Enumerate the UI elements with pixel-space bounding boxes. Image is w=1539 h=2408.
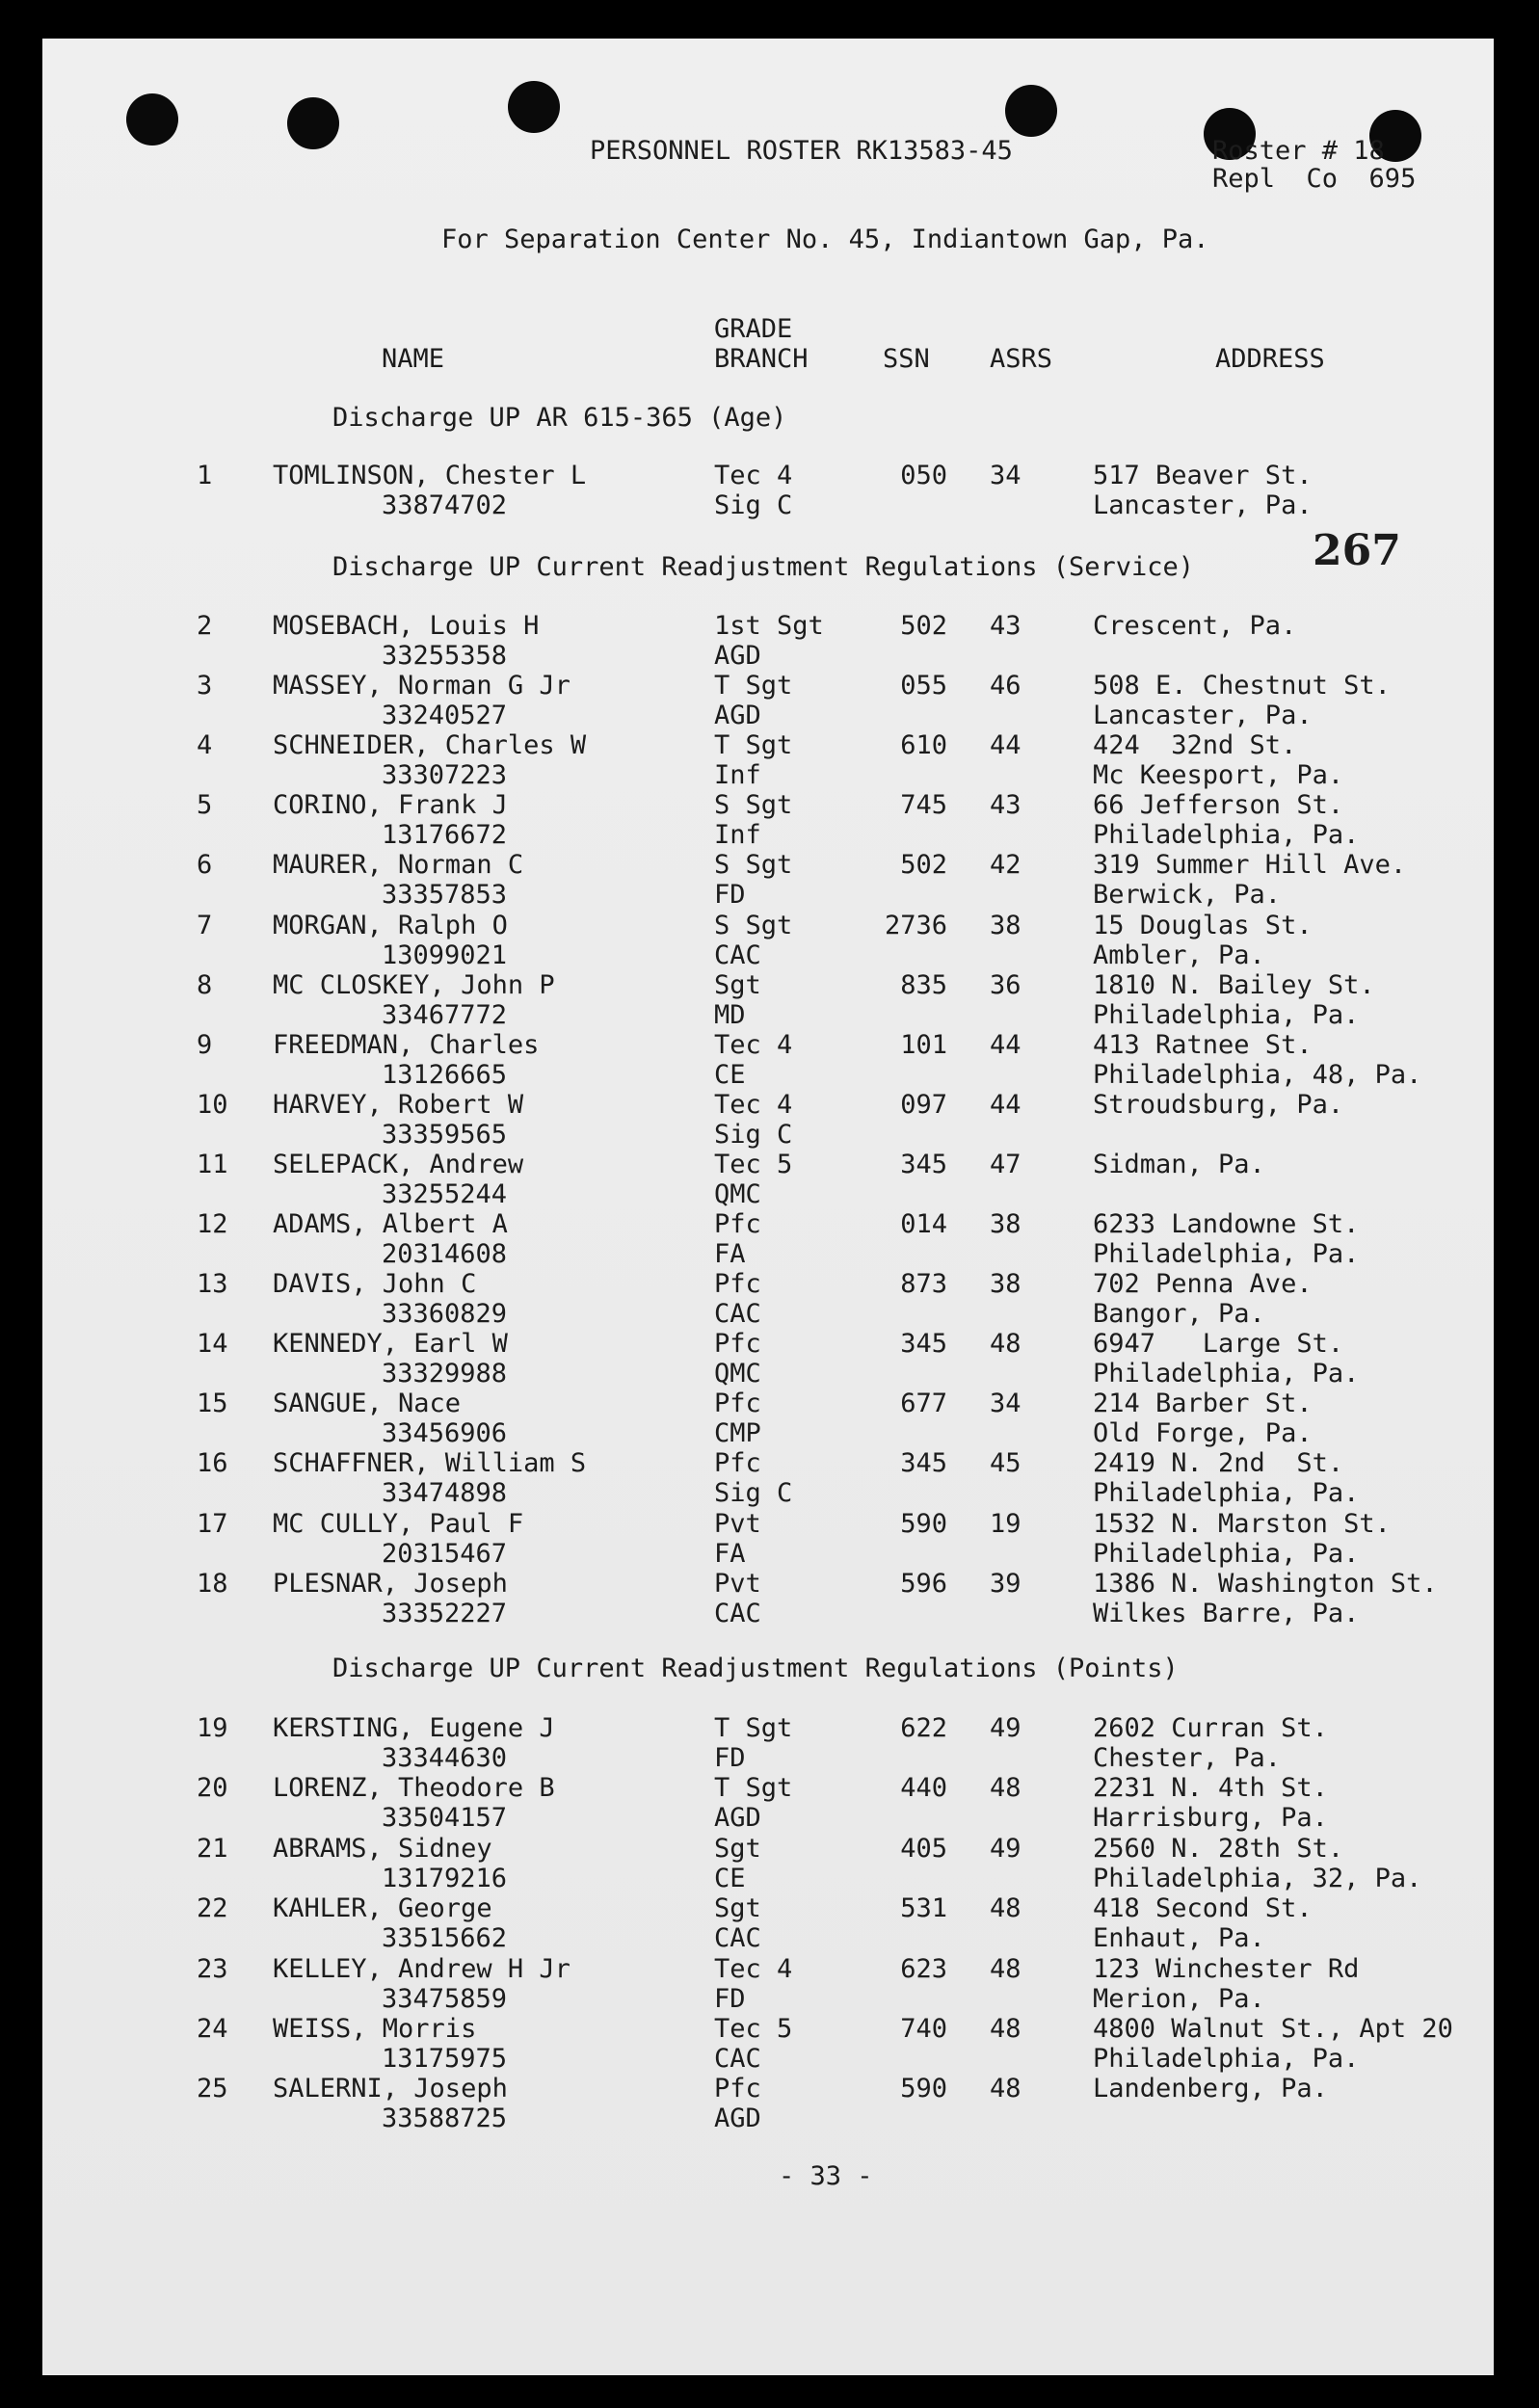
branch: CE bbox=[714, 1863, 746, 1893]
address-line-2: Lancaster, Pa. bbox=[1093, 701, 1313, 731]
roster-row bbox=[0, 1773, 1539, 1835]
army-serial-number: 33504157 bbox=[382, 1803, 508, 1834]
address-line-1: 214 Barber St. bbox=[1093, 1389, 1313, 1419]
ssn-code: 405 bbox=[900, 1833, 947, 1864]
roster-row bbox=[0, 1834, 1539, 1895]
address-line-2: Chester, Pa. bbox=[1093, 1743, 1282, 1773]
address-line-2: Philadelphia, Pa. bbox=[1093, 1359, 1360, 1389]
address-line-1: 6233 Landowne St. bbox=[1093, 1209, 1360, 1239]
asrs-score: 48 bbox=[990, 1773, 1022, 1804]
army-serial-number: 33467772 bbox=[382, 999, 508, 1030]
roster-title: PERSONNEL ROSTER RK13583-45 bbox=[590, 136, 1013, 166]
army-serial-number: 33357853 bbox=[382, 880, 508, 911]
address-line-2: Philadelphia, Pa. bbox=[1093, 820, 1360, 851]
asrs-score: 48 bbox=[990, 2014, 1022, 2044]
asrs-score: 44 bbox=[990, 730, 1022, 761]
roster-row bbox=[0, 1893, 1539, 1955]
asrs-score: 42 bbox=[990, 850, 1022, 881]
entry-number: 21 bbox=[197, 1833, 228, 1864]
grade: Pfc bbox=[714, 1329, 761, 1360]
address-line-2: Philadelphia, 32, Pa. bbox=[1093, 1863, 1422, 1893]
ssn-code: 740 bbox=[900, 2014, 947, 2044]
entry-number: 22 bbox=[197, 1893, 228, 1924]
asrs-score: 44 bbox=[990, 1089, 1022, 1120]
roster-row bbox=[0, 1713, 1539, 1775]
ssn-code: 345 bbox=[900, 1448, 947, 1479]
grade: Pfc bbox=[714, 2074, 761, 2104]
soldier-name: CORINO, Frank J bbox=[273, 790, 508, 821]
address-line-1: 123 Winchester Rd bbox=[1093, 1953, 1360, 1984]
grade: Sgt bbox=[714, 1833, 761, 1864]
asrs-score: 49 bbox=[990, 1713, 1022, 1743]
army-serial-number: 33360829 bbox=[382, 1299, 508, 1330]
army-serial-number: 33588725 bbox=[382, 2104, 508, 2134]
address-line-1: 702 Penna Ave. bbox=[1093, 1269, 1313, 1300]
asrs-score: 39 bbox=[990, 1568, 1022, 1599]
grade: T Sgt bbox=[714, 730, 793, 761]
army-serial-number: 33359565 bbox=[382, 1119, 508, 1150]
punch-hole bbox=[287, 97, 339, 149]
address-line-1: 2419 N. 2nd St. bbox=[1093, 1448, 1344, 1479]
grade: Tec 4 bbox=[714, 461, 793, 490]
soldier-name: PLESNAR, Joseph bbox=[273, 1568, 508, 1599]
grade: Tec 4 bbox=[714, 1089, 793, 1120]
roster-row bbox=[0, 1209, 1539, 1271]
asrs-score: 48 bbox=[990, 1893, 1022, 1924]
soldier-name: LORENZ, Theodore B bbox=[273, 1773, 555, 1804]
page-number: - 33 - bbox=[779, 2161, 873, 2191]
army-serial-number: 33474898 bbox=[382, 1478, 508, 1509]
entry-number: 25 bbox=[197, 2074, 228, 2104]
branch: CMP bbox=[714, 1418, 761, 1449]
army-serial-number: 33344630 bbox=[382, 1743, 508, 1773]
punch-hole bbox=[126, 93, 178, 146]
entry-number: 1 bbox=[197, 461, 213, 490]
soldier-name: SANGUE, Nace bbox=[273, 1389, 462, 1419]
address-line-1: Landenberg, Pa. bbox=[1093, 2074, 1328, 2104]
army-serial-number: 13179216 bbox=[382, 1863, 508, 1893]
punch-hole bbox=[1005, 85, 1057, 137]
soldier-name: KERSTING, Eugene J bbox=[273, 1713, 555, 1743]
roster-row bbox=[0, 730, 1539, 792]
branch: Inf bbox=[714, 760, 761, 791]
address-line-2: Philadelphia, Pa. bbox=[1093, 2044, 1360, 2074]
entry-number: 18 bbox=[197, 1568, 228, 1599]
address-line-2: Bangor, Pa. bbox=[1093, 1299, 1265, 1330]
grade: S Sgt bbox=[714, 790, 793, 821]
grade: S Sgt bbox=[714, 850, 793, 881]
page-stamp-number: 267 bbox=[1313, 526, 1401, 575]
ssn-code: 590 bbox=[900, 1508, 947, 1539]
grade: Pfc bbox=[714, 1448, 761, 1479]
address-line-1: 413 Ratnee St. bbox=[1093, 1029, 1313, 1060]
asrs-score: 49 bbox=[990, 1833, 1022, 1864]
entry-number: 10 bbox=[197, 1089, 228, 1120]
roster-row bbox=[0, 1509, 1539, 1571]
ssn-code: 610 bbox=[900, 730, 947, 761]
ssn-code: 101 bbox=[900, 1029, 947, 1060]
entry-number: 16 bbox=[197, 1448, 228, 1479]
replacement-company: Repl Co 695 bbox=[1212, 164, 1417, 194]
soldier-name: ADAMS, Albert A bbox=[273, 1209, 508, 1239]
army-serial-number: 20314608 bbox=[382, 1239, 508, 1269]
soldier-name: DAVIS, John C bbox=[273, 1269, 477, 1300]
soldier-name: MOSEBACH, Louis H bbox=[273, 611, 540, 641]
asrs-score: 44 bbox=[990, 1029, 1022, 1060]
asrs-score: 19 bbox=[990, 1508, 1022, 1539]
address-line-1: 2231 N. 4th St. bbox=[1093, 1773, 1328, 1804]
address-line-2: Philadelphia, 48, Pa. bbox=[1093, 1059, 1422, 1090]
asrs-score: 43 bbox=[990, 790, 1022, 821]
soldier-name: KELLEY, Andrew H Jr bbox=[273, 1953, 570, 1984]
address-line-1: 6947 Large St. bbox=[1093, 1329, 1344, 1360]
army-serial-number: 33874702 bbox=[382, 490, 508, 520]
branch: FA bbox=[714, 1239, 746, 1269]
address-line-1: 319 Summer Hill Ave. bbox=[1093, 850, 1407, 881]
address-line-1: 66 Jefferson St. bbox=[1093, 790, 1344, 821]
entry-number: 14 bbox=[197, 1329, 228, 1360]
address-line-2: Philadelphia, Pa. bbox=[1093, 999, 1360, 1030]
grade: Pfc bbox=[714, 1269, 761, 1300]
grade: Tec 5 bbox=[714, 1149, 793, 1179]
roster-row bbox=[0, 1569, 1539, 1630]
entry-number: 15 bbox=[197, 1389, 228, 1419]
grade: Tec 4 bbox=[714, 1953, 793, 1984]
address-line-2: Merion, Pa. bbox=[1093, 1983, 1265, 2014]
grade: Tec 5 bbox=[714, 2014, 793, 2044]
soldier-name: KENNEDY, Earl W bbox=[273, 1329, 508, 1360]
branch: AGD bbox=[714, 1803, 761, 1834]
grade: T Sgt bbox=[714, 1773, 793, 1804]
roster-number: Roster # 18 bbox=[1212, 136, 1385, 166]
branch: CAC bbox=[714, 1923, 761, 1954]
entry-number: 19 bbox=[197, 1713, 228, 1743]
ssn-code: 2736 bbox=[884, 910, 947, 940]
entry-number: 5 bbox=[197, 790, 213, 821]
ssn-code: 097 bbox=[900, 1089, 947, 1120]
soldier-name: SCHNEIDER, Charles W bbox=[273, 730, 587, 761]
entry-number: 17 bbox=[197, 1508, 228, 1539]
branch: AGD bbox=[714, 2104, 761, 2134]
ssn-code: 050 bbox=[900, 461, 947, 490]
branch: QMC bbox=[714, 1178, 761, 1209]
asrs-score: 38 bbox=[990, 1209, 1022, 1239]
ssn-code: 345 bbox=[900, 1329, 947, 1360]
roster-row bbox=[0, 1389, 1539, 1450]
address-line-1: Crescent, Pa. bbox=[1093, 611, 1297, 641]
punch-hole bbox=[508, 81, 560, 133]
soldier-name: SELEPACK, Andrew bbox=[273, 1149, 524, 1179]
grade: Sgt bbox=[714, 1893, 761, 1924]
column-header-address: ADDRESS bbox=[1215, 344, 1325, 374]
address-line-1: 1386 N. Washington St. bbox=[1093, 1568, 1438, 1599]
roster-subtitle: For Separation Center No. 45, Indiantown Gap, Pa. bbox=[441, 225, 1209, 254]
address-line-2: Philadelphia, Pa. bbox=[1093, 1478, 1360, 1509]
grade: Sgt bbox=[714, 969, 761, 1000]
column-header-name: NAME bbox=[382, 344, 445, 374]
army-serial-number: 33352227 bbox=[382, 1598, 508, 1628]
ssn-code: 502 bbox=[900, 850, 947, 881]
army-serial-number: 33515662 bbox=[382, 1923, 508, 1954]
army-serial-number: 33329988 bbox=[382, 1359, 508, 1389]
address-line-2: Wilkes Barre, Pa. bbox=[1093, 1598, 1360, 1628]
asrs-score: 43 bbox=[990, 611, 1022, 641]
entry-number: 3 bbox=[197, 671, 213, 701]
soldier-name: SCHAFFNER, William S bbox=[273, 1448, 587, 1479]
ssn-code: 835 bbox=[900, 969, 947, 1000]
soldier-name: MC CLOSKEY, John P bbox=[273, 969, 555, 1000]
entry-number: 20 bbox=[197, 1773, 228, 1804]
asrs-score: 48 bbox=[990, 1329, 1022, 1360]
army-serial-number: 33456906 bbox=[382, 1418, 508, 1449]
ssn-code: 745 bbox=[900, 790, 947, 821]
asrs-score: 48 bbox=[990, 1953, 1022, 1984]
roster-row bbox=[0, 850, 1539, 912]
entry-number: 11 bbox=[197, 1149, 228, 1179]
army-serial-number: 33255358 bbox=[382, 641, 508, 671]
soldier-name: TOMLINSON, Chester L bbox=[273, 461, 587, 490]
roster-row bbox=[0, 970, 1539, 1032]
soldier-name: MC CULLY, Paul F bbox=[273, 1508, 524, 1539]
army-serial-number: 13099021 bbox=[382, 939, 508, 970]
soldier-name: WEISS, Morris bbox=[273, 2014, 477, 2044]
grade: Pfc bbox=[714, 1389, 761, 1419]
branch: AGD bbox=[714, 641, 761, 671]
ssn-code: 873 bbox=[900, 1269, 947, 1300]
soldier-name: MASSEY, Norman G Jr bbox=[273, 671, 570, 701]
branch: FD bbox=[714, 1983, 746, 2014]
branch: CAC bbox=[714, 2044, 761, 2074]
roster-row bbox=[0, 1090, 1539, 1151]
asrs-score: 34 bbox=[990, 461, 1022, 490]
branch: FD bbox=[714, 880, 746, 911]
section-heading: Discharge UP Current Readjustment Regulations (Points) bbox=[332, 1654, 1179, 1683]
address-line-2: Ambler, Pa. bbox=[1093, 939, 1265, 970]
asrs-score: 38 bbox=[990, 910, 1022, 940]
ssn-code: 502 bbox=[900, 611, 947, 641]
soldier-name: MAURER, Norman C bbox=[273, 850, 524, 881]
address-line-2: Philadelphia, Pa. bbox=[1093, 1538, 1360, 1569]
entry-number: 2 bbox=[197, 611, 213, 641]
branch: MD bbox=[714, 999, 746, 1030]
address-line-1: Sidman, Pa. bbox=[1093, 1149, 1265, 1179]
address-line-1: 1810 N. Bailey St. bbox=[1093, 969, 1375, 1000]
address-line-1: 517 Beaver St. bbox=[1093, 461, 1313, 490]
army-serial-number: 33307223 bbox=[382, 760, 508, 791]
army-serial-number: 33255244 bbox=[382, 1178, 508, 1209]
branch: FA bbox=[714, 1538, 746, 1569]
entry-number: 4 bbox=[197, 730, 213, 761]
entry-number: 7 bbox=[197, 910, 213, 940]
ssn-code: 440 bbox=[900, 1773, 947, 1804]
ssn-code: 623 bbox=[900, 1953, 947, 1984]
column-header-grade: GRADE bbox=[714, 314, 793, 344]
branch: Sig C bbox=[714, 490, 793, 520]
ssn-code: 596 bbox=[900, 1568, 947, 1599]
army-serial-number: 33475859 bbox=[382, 1983, 508, 2014]
entry-number: 13 bbox=[197, 1269, 228, 1300]
section-heading: Discharge UP AR 615-365 (Age) bbox=[332, 403, 787, 433]
column-header-branch: BRANCH bbox=[714, 344, 809, 374]
section-heading: Discharge UP Current Readjustment Regulations (Service) bbox=[332, 552, 1195, 582]
branch: FD bbox=[714, 1743, 746, 1773]
ssn-code: 677 bbox=[900, 1389, 947, 1419]
branch: Sig C bbox=[714, 1478, 793, 1509]
grade: Pfc bbox=[714, 1209, 761, 1239]
ssn-code: 590 bbox=[900, 2074, 947, 2104]
column-header-ssn: SSN bbox=[883, 344, 930, 374]
branch: CAC bbox=[714, 1299, 761, 1330]
soldier-name: MORGAN, Ralph O bbox=[273, 910, 508, 940]
army-serial-number: 13176672 bbox=[382, 820, 508, 851]
roster-row bbox=[0, 1329, 1539, 1390]
soldier-name: KAHLER, George bbox=[273, 1893, 492, 1924]
soldier-name: ABRAMS, Sidney bbox=[273, 1833, 492, 1864]
entry-number: 23 bbox=[197, 1953, 228, 1984]
ssn-code: 531 bbox=[900, 1893, 947, 1924]
roster-row bbox=[0, 790, 1539, 852]
asrs-score: 45 bbox=[990, 1448, 1022, 1479]
address-line-2: Philadelphia, Pa. bbox=[1093, 1239, 1360, 1269]
roster-row bbox=[0, 2074, 1539, 2135]
entry-number: 8 bbox=[197, 969, 213, 1000]
entry-number: 6 bbox=[197, 850, 213, 881]
roster-row bbox=[0, 2014, 1539, 2076]
branch: Sig C bbox=[714, 1119, 793, 1150]
roster-row bbox=[0, 1954, 1539, 2016]
address-line-1: Stroudsburg, Pa. bbox=[1093, 1089, 1344, 1120]
entry-number: 9 bbox=[197, 1029, 213, 1060]
ssn-code: 055 bbox=[900, 671, 947, 701]
address-line-1: 1532 N. Marston St. bbox=[1093, 1508, 1391, 1539]
asrs-score: 38 bbox=[990, 1269, 1022, 1300]
address-line-2: Old Forge, Pa. bbox=[1093, 1418, 1313, 1449]
entry-number: 24 bbox=[197, 2014, 228, 2044]
branch: CE bbox=[714, 1059, 746, 1090]
grade: T Sgt bbox=[714, 671, 793, 701]
grade: Pvt bbox=[714, 1508, 761, 1539]
army-serial-number: 13175975 bbox=[382, 2044, 508, 2074]
address-line-2: Lancaster, Pa. bbox=[1093, 490, 1313, 520]
address-line-1: 4800 Walnut St., Apt 20 bbox=[1093, 2014, 1453, 2044]
roster-row bbox=[0, 1030, 1539, 1092]
ssn-code: 345 bbox=[900, 1149, 947, 1179]
branch: QMC bbox=[714, 1359, 761, 1389]
asrs-score: 34 bbox=[990, 1389, 1022, 1419]
address-line-1: 424 32nd St. bbox=[1093, 730, 1297, 761]
asrs-score: 36 bbox=[990, 969, 1022, 1000]
address-line-1: 508 E. Chestnut St. bbox=[1093, 671, 1391, 701]
branch: Inf bbox=[714, 820, 761, 851]
soldier-name: HARVEY, Robert W bbox=[273, 1089, 524, 1120]
army-serial-number: 20315467 bbox=[382, 1538, 508, 1569]
asrs-score: 48 bbox=[990, 2074, 1022, 2104]
asrs-score: 47 bbox=[990, 1149, 1022, 1179]
address-line-2: Harrisburg, Pa. bbox=[1093, 1803, 1328, 1834]
entry-number: 12 bbox=[197, 1209, 228, 1239]
roster-row bbox=[0, 911, 1539, 972]
address-line-1: 15 Douglas St. bbox=[1093, 910, 1313, 940]
roster-row bbox=[0, 611, 1539, 673]
grade: S Sgt bbox=[714, 910, 793, 940]
roster-row bbox=[0, 461, 1539, 522]
ssn-code: 014 bbox=[900, 1209, 947, 1239]
grade: Pvt bbox=[714, 1568, 761, 1599]
address-line-1: 418 Second St. bbox=[1093, 1893, 1313, 1924]
grade: 1st Sgt bbox=[714, 611, 824, 641]
army-serial-number: 33240527 bbox=[382, 701, 508, 731]
roster-row bbox=[0, 1269, 1539, 1331]
asrs-score: 46 bbox=[990, 671, 1022, 701]
grade: T Sgt bbox=[714, 1713, 793, 1743]
soldier-name: SALERNI, Joseph bbox=[273, 2074, 508, 2104]
address-line-2: Mc Keesport, Pa. bbox=[1093, 760, 1344, 791]
column-header-asrs: ASRS bbox=[990, 344, 1053, 374]
roster-row bbox=[0, 1448, 1539, 1510]
address-line-2: Enhaut, Pa. bbox=[1093, 1923, 1265, 1954]
address-line-1: 2560 N. 28th St. bbox=[1093, 1833, 1344, 1864]
address-line-2: Berwick, Pa. bbox=[1093, 880, 1282, 911]
branch: CAC bbox=[714, 939, 761, 970]
soldier-name: FREEDMAN, Charles bbox=[273, 1029, 540, 1060]
roster-row bbox=[0, 1150, 1539, 1211]
address-line-1: 2602 Curran St. bbox=[1093, 1713, 1328, 1743]
grade: Tec 4 bbox=[714, 1029, 793, 1060]
ssn-code: 622 bbox=[900, 1713, 947, 1743]
branch: AGD bbox=[714, 701, 761, 731]
roster-row bbox=[0, 671, 1539, 732]
army-serial-number: 13126665 bbox=[382, 1059, 508, 1090]
branch: CAC bbox=[714, 1598, 761, 1628]
